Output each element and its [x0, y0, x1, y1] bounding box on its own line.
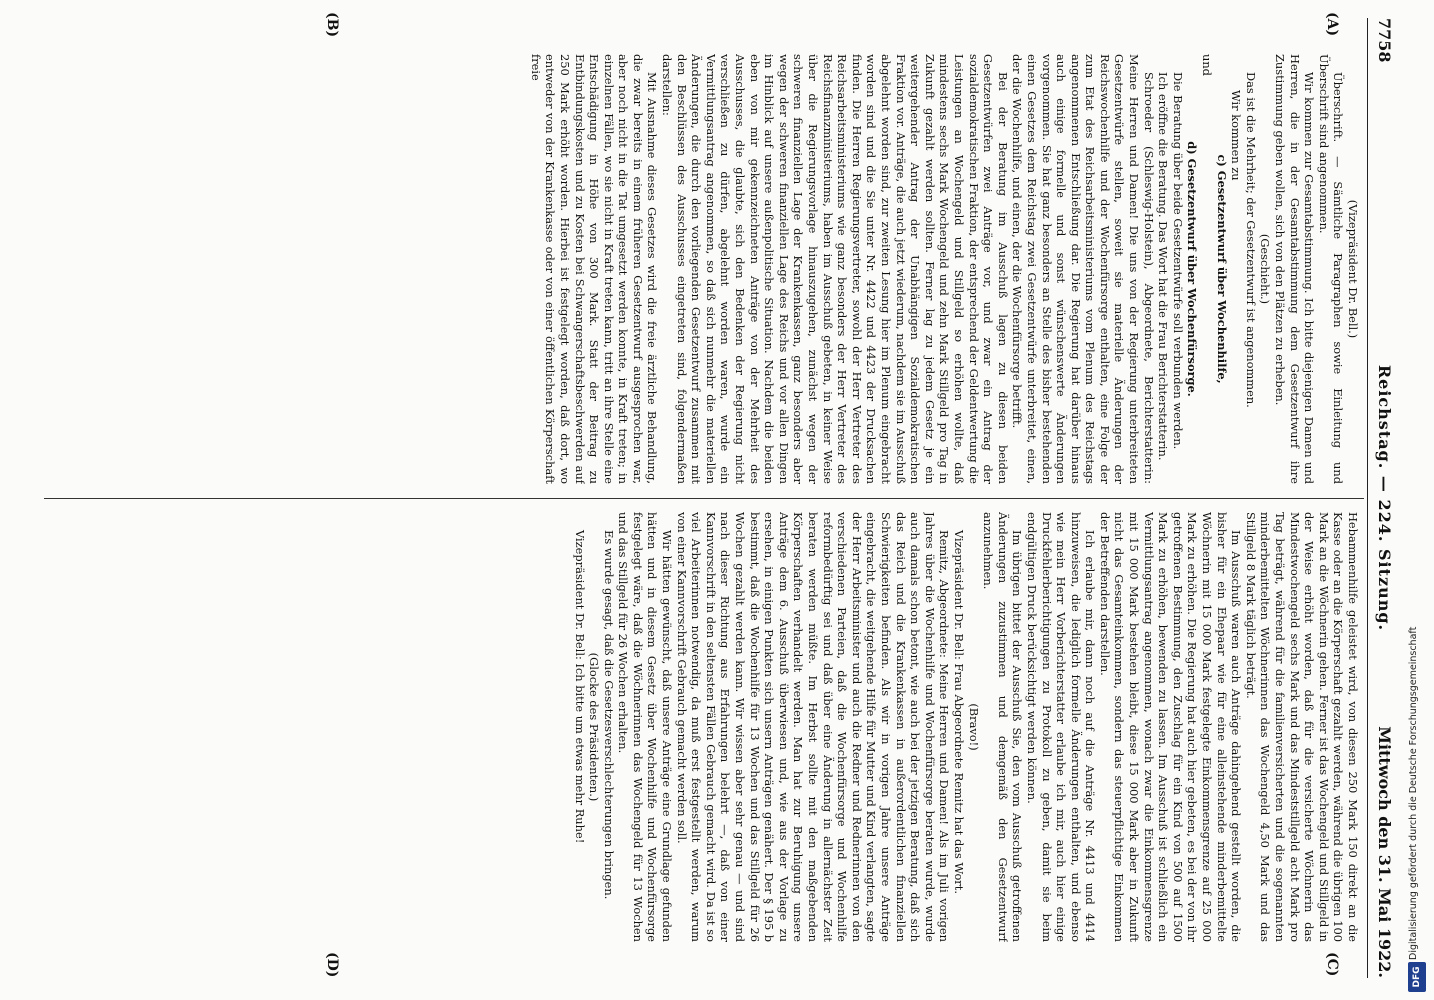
paragraph: und — [1200, 54, 1215, 76]
paragraph: Im übrigen bittet der Ausschuß Sie, den vom Ausschuß getroffenen Änderungen zuzustimmen und demgemäß den Gesetzentwurf anzunehmen. — [981, 512, 1025, 942]
agenda-item-d: d) Gesetzentwurf über Wochenfürsorge. — [1185, 141, 1200, 397]
speaker-note: (Vizepräsident Dr. Bell.) — [1346, 199, 1360, 339]
stage-note: (Bravo!) — [966, 703, 981, 751]
paragraph: Im Ausschuß waren auch Anträge dahingehend gestellt worden, die bisher für ein Ehepaar wie für eine alleinstehende minderbemittelte Wöchnerin mit 15 000 Mark festgelegte Einkommensgrenze auf 25 000 Mark zu erhöhen. Die Regierung hat auch hier gebeten, es bei der von ihr getroffenen Bestimmung, den Zuschlag für ein Kind von 500 auf 1500 Mark zu erhöhen, bewenden zu lassen. Im Ausschuß ist schließlich ein Vermittlungsantrag angenommen, wonach zwar die Einkommensgrenze mit 15 000 Mark bestehen bleibt, diese 15 000 Mark aber in Zukunft nicht das Gesamteinkommen, sondern das steuerpflichtige Einkommen der Betreffenden darstellen. — [1097, 512, 1244, 942]
margin-marker-b: (B) — [324, 12, 340, 38]
margin-marker-c: (C) — [1324, 952, 1340, 977]
paragraph: Überschrift. — Sämtliche Paragraphen sowie Einleitung und Überschrift sind angenommen. — [1316, 54, 1346, 484]
margin-marker-a: (A) — [1324, 12, 1340, 37]
stage-note: (Glocke des Präsidenten.) — [587, 652, 602, 802]
paragraph: Wir kommen zu — [1229, 90, 1244, 181]
paragraph: Hebammenhilfe geleistet wird, von diesen 250 Mark 150 direkt an die Kasse oder an die Körperschaft gezahlt werden, während die übrigen 100 Mark an die Wöchnerin gehen. Ferner ist das Wochengeld und Stillgeld in der Weise erhöht worden, daß für die versicherte Wöchnerin das Mindestwochengeld sechs Mark und das Mindeststillgeld acht Mark pro Tag beträgt, während für die familienversicherten und die sogenannten minderbemittelten Wöchnerinnen das Wochengeld 4,50 Mark und das Stillgeld 8 Mark täglich beträgt. — [1243, 512, 1360, 942]
rotated-document-page — [30, 8, 1400, 988]
paragraph: Ich erlaube mir, dann noch auf die Anträge Nr. 4413 und 4414 hinzuweisen, die lediglich formelle Änderungen enthalten, und ebenso wie mein Herr Vorberichterstatter erlaube ich mir, auch hier einige Druckfehlerberichtigungen zu Protokoll zu geben, damit sie beim endgültigen Druck berücksichtigt werden können. — [1024, 512, 1098, 942]
session-title: Reichstag. — 224. Sitzung. — [1375, 364, 1394, 632]
speaker-intro: Vizepräsident Dr. Bell: Frau Abgeordnete Remitz hat das Wort. — [951, 530, 966, 894]
digitization-credit-text: Digitalisierung gefördert durch die Deutsche Forschungsgemeinschaft — [1408, 626, 1419, 960]
margin-marker-d: (D) — [324, 952, 340, 978]
paragraph: Die Beratung über beide Gesetzentwürfe soll verbunden werden. — [1170, 72, 1185, 450]
right-text-column — [50, 512, 1360, 942]
left-text-column — [50, 54, 1360, 484]
digitization-credit — [1404, 60, 1428, 960]
speaker-intro: Vizepräsident Dr. Bell: Ich bitte um etwas mehr Ruhe! — [572, 530, 587, 844]
column-divider — [44, 498, 1364, 499]
speech-paragraph: Wir hätten gewünscht, daß unsere Anträge eine Grundlage gefunden hätten und in diesem Gesetz über Wochenhilfe und Wochenfürsorge festgelegt wäre, daß die Wöchnerinnen das Wochengeld für 13 Wochen und das Stillgeld für 26 Wochen erhalten. — [616, 512, 675, 942]
page-number: 7758 — [1375, 18, 1394, 63]
session-date: Mittwoch den 31. Mai 1922. — [1375, 726, 1394, 978]
speech-paragraph: Bei der Beratung im Ausschuß lagen zu diesen beiden Gesetzentwürfen zwei Anträge vor, und zwar ein Antrag der sozialdemokratischen Fraktion, der entsprechend der Geldentwertung die Leistungen an Wochengeld und Stillgeld so erhöhen wollte, daß mindestens sechs Mark Wochengeld und zehn Mark Stillgeld pro Tag in Zukunft gezahlt werden sollten. Ferner lag zu jedem Gesetz je ein weitergehender Antrag der Unabhängigen Sozialdemokratischen Fraktion vor. Anträge, die auch jetzt wiederum, nachdem sie im Ausschuß abgelehnt worden sind, zur zweiten Lesung hier im Plenum eingebracht worden sind und die Sie unter Nr. 4422 und 4423 der Drucksachen finden. Die Herren Regierungsvertreter, sowohl der Herr Vertreter des Reichsarbeitsministeriums wie ganz besonders der Herr Vertreter des Reichsfinanzministeriums, haben im Ausschuß gebeten, in keiner Weise über die Regierungsvorlage hinauszugehen, zunächst wegen der schweren finanziellen Lage der Krankenkassen, ganz besonders aber wegen der schweren finanziellen Lage des Reichs und vor allen Dingen im Hinblick auf unsere außenpolitische Situation. Nachdem die beiden eben von mir gekennzeichneten Anträge von der Mehrheit des Ausschusses, die glaubte, sich den Bedenken der Regierung nicht verschließen zu dürfen, abgelehnt worden waren, wurde ein Vermittlungsantrag angenommen, so daß sich nunmehr die materiellen Änderungen, die durch den vorliegenden Gesetzentwurf zusammen mit den Beschlüssen des Ausschusses eingetreten sind, folgendermaßen darstellen: — [660, 54, 1010, 484]
dfg-logo-icon — [1408, 962, 1426, 992]
speech-paragraph: Schroeder (Schleswig-Holstein), Abgeordnete, Berichterstatterin: Meine Herren und Damen! Die uns von der Regierung unterbreiteten Gesetzentwürfe stellen, soweit sie materielle Änderungen der Reichswochenhilfe und der Wochenfürsorge enthalten, eine Folge der zum Etat des Reichsarbeitsministeriums vom Plenum des Reichstags angenommenen Entschließung dar. Die Regierung hat darüber hinaus auch einige formelle und sonst wünschenswerte Änderungen vorgenommen. Sie hat ganz besonders an Stelle des bisher bestehenden einen Gesetzes dem Reichstag zwei Gesetzentwürfe unterbreitet, einen, der die Wochenhilfe, und einen, der die Wochenfürsorge betrifft. — [1010, 54, 1156, 484]
speech-paragraph: Mit Ausnahme dieses Gesetzes wird die freie ärztliche Behandlung, die zwar bereits in einem früheren Gesetzentwurf ausgesprochen war, aber noch nicht in die Tat umgesetzt werden konnte, in Kraft treten; in einzelnen Fällen, wo sie nicht in Kraft treten kann, tritt an ihre Stelle eine Entschädigung in Höhe von 300 Mark. Statt der Beitrag zu Entbindungskosten und zu Kosten bei Schwangerschaftsbeschwerden auf 250 Mark erhöht worden. Hierbei ist festgelegt worden, daß dort, wo entweder von der Krankenkasse oder von einer öffentlichen Körperschaft freie — [528, 54, 660, 484]
page-header — [1367, 18, 1394, 978]
speech-paragraph: Es wurde gesagt, daß die Gesetzesverschlechterungen bringen. — [601, 530, 616, 900]
paragraph: Ich eröffne die Beratung. Das Wort hat die Frau Berichterstatterin. — [1156, 72, 1171, 461]
dfg-logo-text: DFG — [1412, 966, 1422, 988]
stage-note: (Geschieht.) — [1258, 233, 1273, 305]
paragraph: Das ist die Mehrheit; der Gesetzentwurf ist angenommen. — [1243, 72, 1258, 408]
paragraph: Wir kommen zur Gesamtabstimmung. Ich bitte diejenigen Damen und Herren, die in der Gesamtabstimmung dem Gesetzentwurf ihre Zustimmung geben wollen, sich von den Plätzen zu erheben. — [1273, 54, 1317, 484]
agenda-item-c: c) Gesetzentwurf über Wochenhilfe, — [1214, 154, 1229, 384]
speech-paragraph: Remitz, Abgeordnete: Meine Herren und Damen! Als im Juli vorigen Jahres über die Wochenhilfe und Wochenfürsorge beraten wurde, wurde auch damals schon betont, wie auch bei der jetzigen Beratung, daß sich das Reich und die Krankenkassen in außerordentlichen finanziellen Schwierigkeiten befinden. Als wir in vorigen Jahre unsere Anträge eingebracht, die weitgehende Hilfe für Mutter und Kind verlangten, sagte der Herr Arbeitsminister und auch die Redner und Rednerinnen von den verschiedenen Parteien, daß die Wochenfürsorge und Wochenhilfe reformbedürftig sei und daß über eine Änderung in allernächster Zeit beraten werden müßte. Im Herbst sollte mit den maßgebenden Körperschaften verhandelt werden. Man hat zur Beruhigung unsere Anträge dem 6. Ausschuß überwiesen und, wie aus der Vorlage zu ersehen, in einigen Punkten sich unsern Anträgen genähert. Der § 195 b bestimmt, daß die Wochenhilfe für 13 Wochen und das Stillgeld für 26 Wochen gezahlt werden kann. Wir wissen aber sehr genau — und sind nach dieser Richtung aus Erfahrungen belehrt —, daß von einer Kannvorschrift in den seltensten Fällen Gebrauch gemacht wird. Da ist so viel Arbeiterinnen notwendig, da muß erst festgestellt werden, warum von einer Kannvorschrift Gebrauch gemacht werden soll. — [674, 512, 952, 942]
